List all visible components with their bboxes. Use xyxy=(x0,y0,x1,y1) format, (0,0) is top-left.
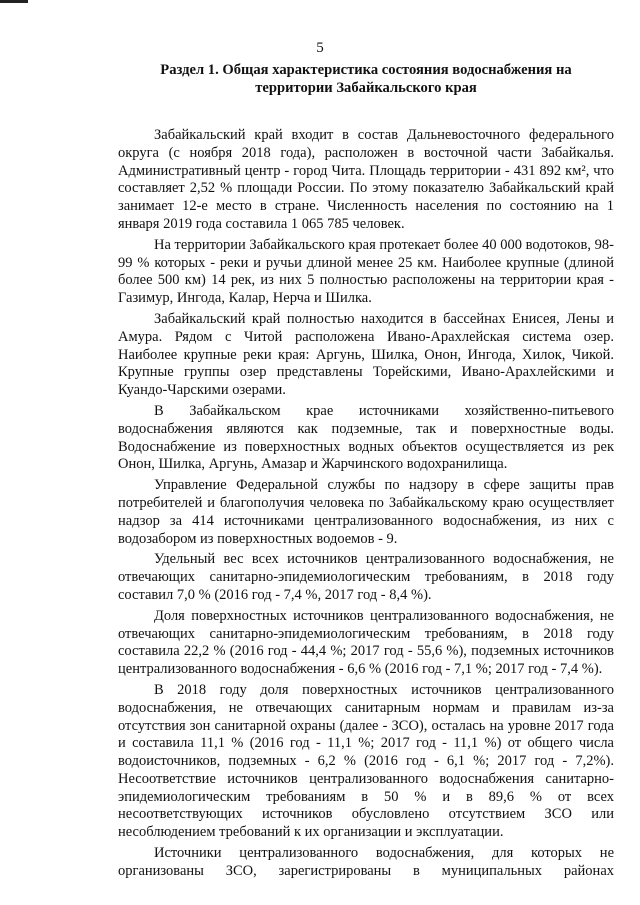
paragraph-basins-lakes: Забайкальский край полностью находится в бассейнах Енисея, Лены и Амура. Рядом с Читой расположена Ивано-Арахлейская система озер. Наиболее крупные реки края: Аргунь, Шилка, Онон, Ингода, Хилок, Чикой. Крупные группы озер представлены Торейскими, Ивано-Арахлейскими и Куандо-Чарскими озерами. xyxy=(118,310,614,399)
page-number: 5 xyxy=(316,40,324,56)
paragraph-supervision: Управление Федеральной службы по надзору в сфере защиты прав потребителей и благополучия человека по Забайкальскому краю осуществляет надзор за 414 источниками централизованного водоснабжения, из них с водозабором из поверхностных водоемов - 9. xyxy=(118,477,614,547)
section-heading xyxy=(118,62,614,97)
section-heading-line-1: Раздел 1. Общая характеристика состояния водоснабжения на xyxy=(160,62,572,78)
scan-corner-mark xyxy=(0,0,28,3)
paragraph-sanitary-zones: В 2018 году доля поверхностных источников централизованного водоснабжения, не отвечающих санитарным нормам и правилам из-за отсутствия зон санитарной охраны (далее - ЗСО), осталась на уровне 2017 года и составила 11,1 % (2016 год - 11,1 %; 2017 год - 11,1 %) от общего числа водоисточников, подземных - 6,2 % (2016 год - 6,1 %; 2017 год - 7,2%). Несоответствие источников централизованного водоснабжения санитарно-эпидемиологическим требованиям в 50 % и в 89,6 % от всех несоответствующих источников обусловлено отсутствием ЗСО или несоблюдением требований к их организации и эксплуатации. xyxy=(118,681,614,841)
document-body xyxy=(118,62,614,881)
paragraph-region-overview: Забайкальский край входит в состав Дальневосточного федерального округа (с ноября 2018 года), расположен в восточной части Забайкалья. Административный центр - город Чита. Площадь территории - 431 892 км², что составляет 2,52 % площади России. По этому показателю Забайкальский край занимает 12-е место в стране. Численность населения по состоянию на 1 января 2019 года составила 1 065 785 человек. xyxy=(118,127,614,232)
paragraph-watercourses: На территории Забайкальского края протекает более 40 000 водотоков, 98-99 % которых - реки и ручьи длиной менее 25 км. Наиболее крупные (длиной более 500 км) 14 рек, из них 5 полностью расположены на территории края - Газимур, Ингода, Калар, Нерча и Шилка. xyxy=(118,236,614,307)
paragraph-unorganized-zones: Источники централизованного водоснабжения, для которых не организованы ЗСО, зарегистрированы в муниципальных районах xyxy=(118,845,614,879)
paragraph-noncompliance-share: Удельный вес всех источников централизованного водоснабжения, не отвечающих санитарно-эпидемиологическим требованиям, в 2018 году составил 7,0 % (2016 год - 7,4 %, 2017 год - 8,4 %). xyxy=(118,551,614,603)
paragraph-surface-sources: Доля поверхностных источников централизованного водоснабжения, не отвечающих санитарно-эпидемиологическим требованиям, в 2018 году составила 22,2 % (2016 год - 44,4 %; 2017 год - 55,6 %), подземных источников централизованного водоснабжения - 6,6 % (2016 год - 7,1 %; 2017 год - 7,4 %). xyxy=(118,607,614,678)
section-heading-line-2: территории Забайкальского края xyxy=(255,79,477,96)
paragraph-water-sources: В Забайкальском крае источниками хозяйственно-питьевого водоснабжения являются как подземные, так и поверхностные воды. Водоснабжение из поверхностных водных объектов осуществляется из рек Онон, Шилка, Аргунь, Амазар и Жарчинского водохранилища. xyxy=(118,402,614,473)
